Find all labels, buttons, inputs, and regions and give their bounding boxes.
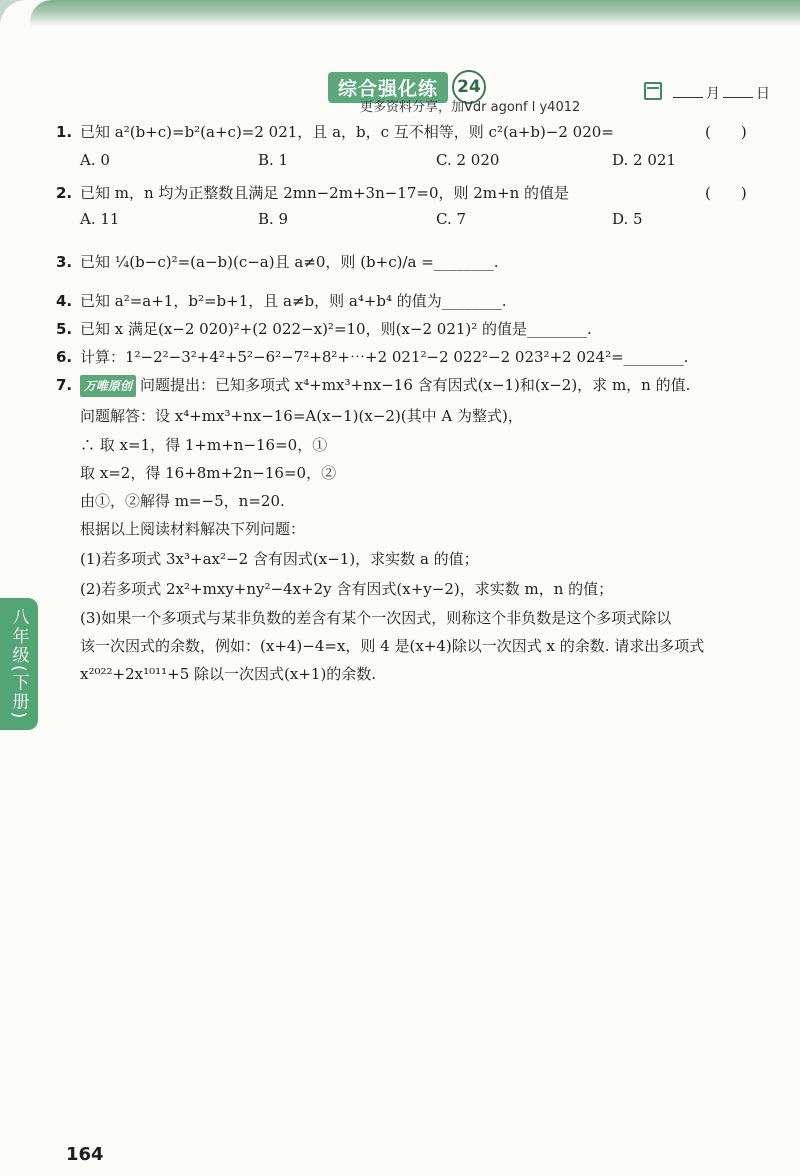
grade-side-tab: 八年级(下册) — [0, 598, 38, 730]
question-4 — [56, 290, 507, 312]
question-text: 已知 m，n 均为正整数且满足 2mn−2m+3n−17=0，则 2m+n 的值是 — [80, 184, 570, 202]
question-1 — [56, 121, 614, 143]
question-6 — [56, 346, 688, 368]
question-number: 2. — [56, 184, 73, 202]
question-text: 计算：1²−2²−3²+4²+5²−6²−7²+8²+⋯+2 021²−2 022²−2 023²+2 024²=________. — [80, 348, 689, 366]
question-number: 6. — [56, 348, 73, 366]
question-line: (2)若多项式 2x²+mxy+ny²−4x+2y 含有因式(x+y−2)，求实数 m，n 的值； — [80, 580, 614, 598]
question-line: 取 x=2，得 16+8m+2n−16=0，② — [80, 464, 337, 482]
question-line: x²⁰²²+2x¹⁰¹¹+5 除以一次因式(x+1)的余数. — [80, 665, 377, 683]
question-number: 1. — [56, 123, 73, 141]
page-edge-strip — [30, 0, 800, 26]
section-number: 24 — [452, 70, 486, 104]
answer-paren: ( ) — [705, 184, 747, 202]
option-c: C. 7 — [436, 210, 467, 228]
question-text: 已知 x 满足(x−2 020)²+(2 022−x)²=10，则(x−2 021)² 的值是________. — [80, 320, 592, 338]
answer-paren: ( ) — [705, 123, 747, 141]
option-c: C. 2 020 — [436, 151, 500, 169]
month-label: 月 — [706, 86, 720, 102]
option-b: B. 9 — [258, 210, 289, 228]
question-text: 已知 a²=a+1，b²=b+1，且 a≠b，则 a⁴+b⁴ 的值为________. — [80, 292, 507, 310]
watermark-text: 更多资料分享，加Vdr agonf l y4012 — [360, 100, 581, 115]
question-2 — [56, 182, 569, 204]
option-a: A. 11 — [80, 210, 120, 228]
question-5 — [56, 318, 592, 340]
question-number: 5. — [56, 320, 73, 338]
question-line: 问题提出：已知多项式 x⁴+mx³+nx−16 含有因式(x−1)和(x−2)，求 m，n 的值. — [140, 376, 691, 394]
question-text: 已知 a²(b+c)=b²(a+c)=2 021，且 a，b，c 互不相等，则 c²(a+b)−2 020= — [80, 123, 614, 141]
day-label: 日 — [756, 86, 770, 102]
original-tag: 万唯原创 — [80, 375, 136, 397]
option-d: D. 2 021 — [612, 151, 676, 169]
calendar-icon — [644, 82, 662, 100]
question-number: 3. — [56, 253, 73, 271]
question-line: 由①，②解得 m=−5，n=20. — [80, 492, 285, 510]
question-line: 问题解答：设 x⁴+mx³+nx−16=A(x−1)(x−2)(其中 A 为整式)， — [80, 407, 523, 425]
question-number: 4. — [56, 292, 73, 310]
question-line: 根据以上阅读材料解决下列问题： — [80, 520, 306, 538]
option-b: B. 1 — [258, 151, 289, 169]
question-7 — [56, 374, 690, 397]
day-blank — [723, 85, 753, 98]
option-d: D. 5 — [612, 210, 643, 228]
section-title: 综合强化练 — [328, 72, 448, 103]
question-number: 7. — [56, 376, 73, 394]
month-blank — [673, 85, 703, 98]
question-line: ∴ 取 x=1，得 1+m+n−16=0，① — [80, 436, 328, 454]
question-line: (3)如果一个多项式与某非负数的差含有某个一次因式，则称这个非负数是这个多项式除以 — [80, 609, 672, 627]
date-field — [644, 80, 770, 103]
question-line: (1)若多项式 3x³+ax²−2 含有因式(x−1)，求实数 a 的值； — [80, 550, 479, 568]
question-line: 该一次因式的余数，例如：(x+4)−4=x，则 4 是(x+4)除以一次因式 x 的余数. 请求出多项式 — [80, 637, 705, 655]
question-text: 已知 ¼(b−c)²=(a−b)(c−a)且 a≠0，则 (b+c)/a =________. — [80, 253, 499, 271]
question-3 — [56, 251, 499, 273]
option-a: A. 0 — [80, 151, 110, 169]
page-number: 164 — [66, 1144, 104, 1165]
